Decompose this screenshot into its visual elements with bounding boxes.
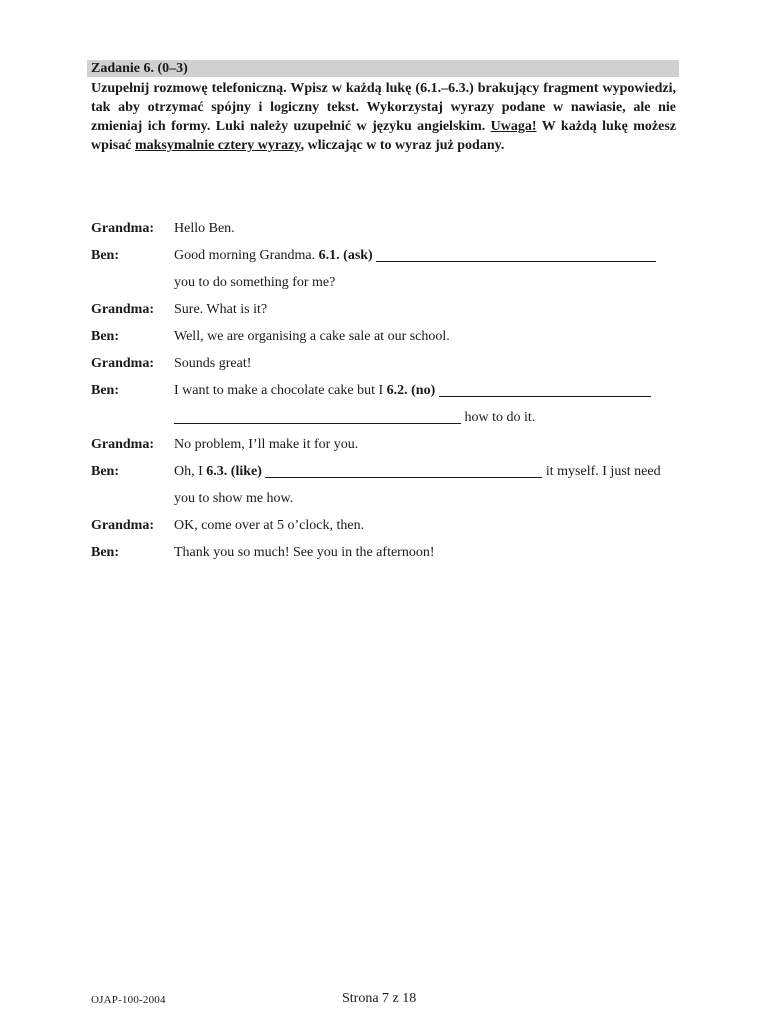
utterance-text: how to do it. (464, 410, 536, 425)
note-text-2: , wliczając w to wyraz już podany. (300, 138, 505, 153)
utterance-text: Oh, I (174, 464, 203, 479)
dialog-line (91, 459, 681, 485)
dialog-line (91, 378, 681, 404)
instruction-main: Uzupełnij rozmowę telefoniczną. Wpisz w każdą lukę (6.1.–6.3.) brakujący fragment wypowiedzi, tak aby otrzymać spójny i logiczny tekst. Wykorzystaj wyrazy podane w nawiasie, ale nie zmieniaj ich formy. Luki należy uzupełnić w języku angielskim. (91, 81, 676, 134)
utterance: you to do something for me? (174, 275, 336, 290)
utterance: you to show me how. (174, 491, 294, 506)
gap-label-6-2: 6.2. (no) (386, 383, 436, 398)
speaker-label: Grandma: (91, 302, 154, 317)
speaker-label: Grandma: (91, 356, 154, 371)
utterance: Sounds great! (174, 356, 252, 371)
utterance-text: Good morning Grandma. (174, 248, 316, 263)
dialog-line (91, 432, 681, 458)
utterance: Well, we are organising a cake sale at our school. (174, 329, 450, 344)
speaker-label: Ben: (91, 329, 119, 344)
speaker-label: Ben: (91, 464, 119, 479)
utterance: Hello Ben. (174, 221, 235, 236)
dialog-line (91, 351, 681, 377)
speaker-label: Grandma: (91, 221, 154, 236)
page-number: Strona 7 z 18 (342, 991, 417, 1006)
speaker-label: Ben: (91, 248, 119, 263)
dialog-line (91, 297, 681, 323)
utterance: No problem, I’ll make it for you. (174, 437, 359, 452)
answer-blank-6-3[interactable] (265, 461, 542, 478)
answer-blank-6-1[interactable] (376, 245, 656, 262)
answer-blank-6-2-cont[interactable] (174, 407, 461, 424)
utterance (174, 459, 661, 485)
utterance (174, 378, 651, 404)
dialog-line (91, 405, 681, 431)
dialog-line (91, 513, 681, 539)
dialog-line (91, 540, 681, 566)
task-instructions (91, 79, 676, 155)
utterance (174, 243, 656, 269)
dialog-line (91, 324, 681, 350)
task-title: Zadanie 6. (0–3) (87, 60, 679, 77)
note-text-1: W każdą lukę możesz wpisać (91, 119, 677, 153)
dialog-line (91, 270, 681, 296)
dialog-line (91, 216, 681, 242)
utterance: Thank you so much! See you in the afternoon! (174, 545, 435, 560)
document-code: OJAP-100-2004 (91, 994, 166, 1006)
utterance: OK, come over at 5 o’clock, then. (174, 518, 365, 533)
note-emphasis: maksymalnie cztery wyrazy (134, 138, 301, 153)
speaker-label: Ben: (91, 545, 119, 560)
answer-blank-6-2[interactable] (439, 380, 651, 397)
utterance-text: I want to make a chocolate cake but I (174, 383, 384, 398)
utterance (174, 405, 535, 431)
utterance-text: it myself. I just need (545, 464, 661, 479)
speaker-label: Ben: (91, 383, 119, 398)
dialog-line (91, 243, 681, 269)
speaker-label: Grandma: (91, 437, 154, 452)
utterance: Sure. What is it? (174, 302, 268, 317)
dialog-line (91, 486, 681, 512)
note-label: Uwaga! (490, 119, 537, 134)
gap-label-6-3: 6.3. (like) (206, 464, 262, 479)
gap-label-6-1: 6.1. (ask) (318, 248, 373, 263)
speaker-label: Grandma: (91, 518, 154, 533)
